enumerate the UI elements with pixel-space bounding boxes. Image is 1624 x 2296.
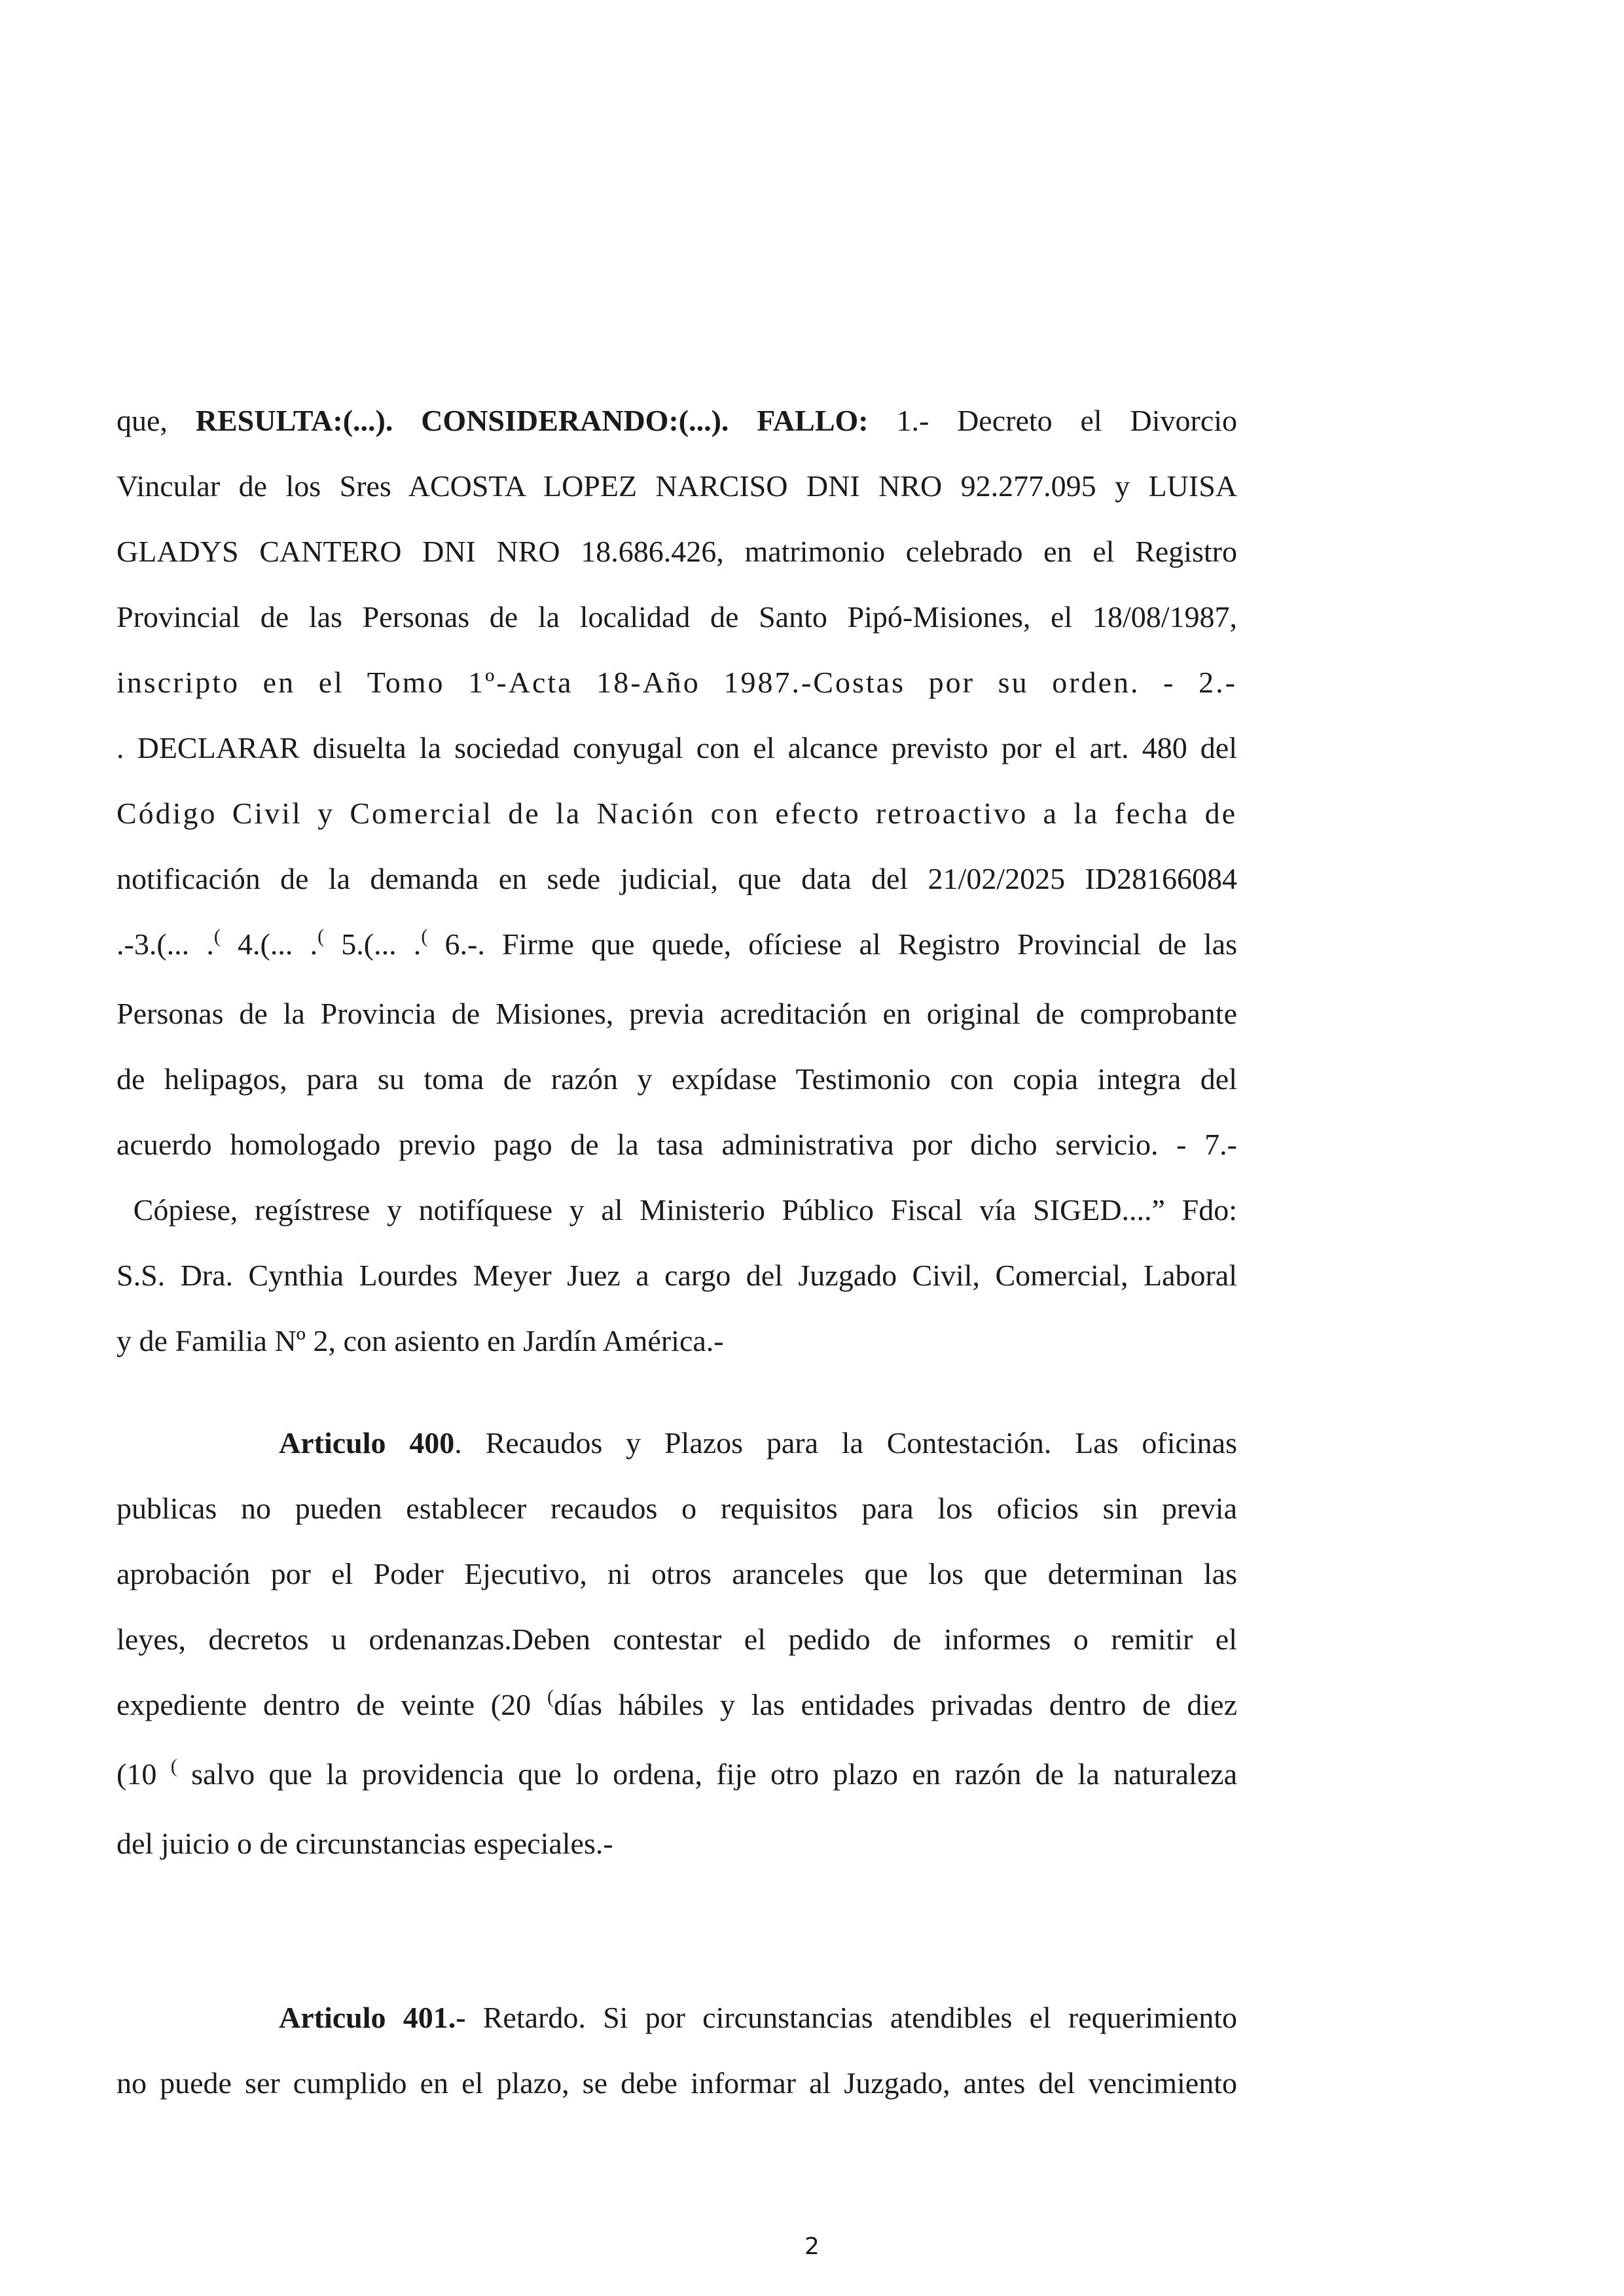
article-400-title: Articulo 400 [279, 1426, 455, 1460]
considerando-label: CONSIDERANDO:(...). [421, 404, 729, 437]
item-6-text: 6.-. Firme que quede, ofíciese al Registro Provincial de las [444, 927, 1237, 961]
article-400-line-3: aprobación por el Poder Ejecutivo, ni otros aranceles que los que determinan las [117, 1557, 1237, 1590]
fallo-line-9 [117, 912, 1237, 981]
article-400-line-2: publicas no pueden establecer recaudos o requisitos para los oficios sin previa [117, 1492, 1237, 1525]
fallo-label: FALLO: [757, 404, 869, 437]
article-400-line-5-start: expediente dentro de veinte (20 [117, 1688, 532, 1721]
fallo-line-6: . DECLARAR disuelta la sociedad conyugal con el alcance previsto por el art. 480 del [117, 731, 1237, 764]
fallo-line-5: inscripto en el Tomo 1º-Acta 18-Año 1987.-Costas por su orden. - 2.- [117, 666, 1237, 699]
fallo-line-1 [117, 388, 1237, 454]
article-400-paragraph [117, 1410, 1237, 1876]
paren-mark: ( [317, 925, 325, 947]
article-400-line-1-text: . Recaudos y Plazos para la Contestación. Las oficinas [454, 1426, 1237, 1460]
article-401-title: Articulo 401.- [279, 2001, 466, 2034]
article-401-paragraph [117, 1985, 1237, 2116]
fallo-line-10: Personas de la Provincia de Misiones, previa acreditación en original de comprobante [117, 997, 1237, 1030]
fallo-line-12: acuerdo homologado previo pago de la tasa administrativa por dicho servicio. - 7.- [117, 1128, 1237, 1161]
fallo-lead-text: que, [117, 404, 196, 437]
article-400-line-5-end: días hábiles y las entidades privadas dentro de diez [553, 1688, 1238, 1721]
fallo-line-13-text: Cópiese, regístrese y notifíquese y al Ministerio Público Fiscal vía SIGED....” Fdo: [133, 1193, 1238, 1227]
item-3-text: .-3.(... . [117, 927, 214, 961]
article-400-line-4: leyes, decretos u ordenanzas.Deben contestar el pedido de informes o remitir el [117, 1623, 1237, 1656]
page-number: 2 [804, 2233, 820, 2260]
fallo-line-15: y de Familia Nº 2, con asiento en Jardín América.- [117, 1324, 724, 1357]
article-400-line-7: del juicio o de circunstancias especiales.- [117, 1827, 613, 1860]
article-400-line-6 [117, 1742, 1237, 1811]
paren-mark: ( [547, 1686, 554, 1708]
fallo-line-14: S.S. Dra. Cynthia Lourdes Meyer Juez a cargo del Juzgado Civil, Comercial, Laboral [117, 1259, 1237, 1292]
fallo-line-1-text: 1.- Decreto el Divorcio [868, 404, 1238, 437]
article-400-line-6-start: (10 [117, 1757, 157, 1791]
paren-mark: ( [213, 925, 221, 947]
paren-mark: ( [170, 1755, 177, 1777]
resulta-label: RESULTA:(...). [195, 404, 393, 437]
fallo-line-3: GLADYS CANTERO DNI NRO 18.686.426, matrimonio celebrado en el Registro [117, 535, 1237, 568]
article-400-line-1 [117, 1410, 1237, 1476]
fallo-paragraph [117, 388, 1237, 1374]
fallo-line-11: de helipagos, para su toma de razón y expídase Testimonio con copia integra del [117, 1062, 1237, 1096]
article-400-line-6-end: salvo que la providencia que lo ordena, fije otro plazo en razón de la naturaleza [191, 1757, 1238, 1791]
fallo-line-8: notificación de la demanda en sede judicial, que data del 21/02/2025 ID28166084 [117, 862, 1237, 895]
article-401-line-1 [117, 1985, 1237, 2051]
article-401-line-1-text: Retardo. Si por circunstancias atendibles el requerimiento [465, 2001, 1237, 2034]
item-4-text: 4.(... . [238, 927, 318, 961]
item-5-text: 5.(... . [341, 927, 422, 961]
article-400-line-5 [117, 1672, 1237, 1742]
article-401-line-2: no puede ser cumplido en el plazo, se debe informar al Juzgado, antes del vencimiento [117, 2066, 1237, 2100]
fallo-line-2: Vincular de los Sres ACOSTA LOPEZ NARCISO DNI NRO 92.277.095 y LUISA [117, 469, 1237, 503]
fallo-line-13 [117, 1177, 1237, 1243]
paren-mark: ( [421, 925, 428, 947]
fallo-line-4: Provincial de las Personas de la localidad de Santo Pipó-Misiones, el 18/08/1987, [117, 600, 1237, 634]
fallo-line-7: Código Civil y Comercial de la Nación con efecto retroactivo a la fecha de [117, 797, 1237, 830]
